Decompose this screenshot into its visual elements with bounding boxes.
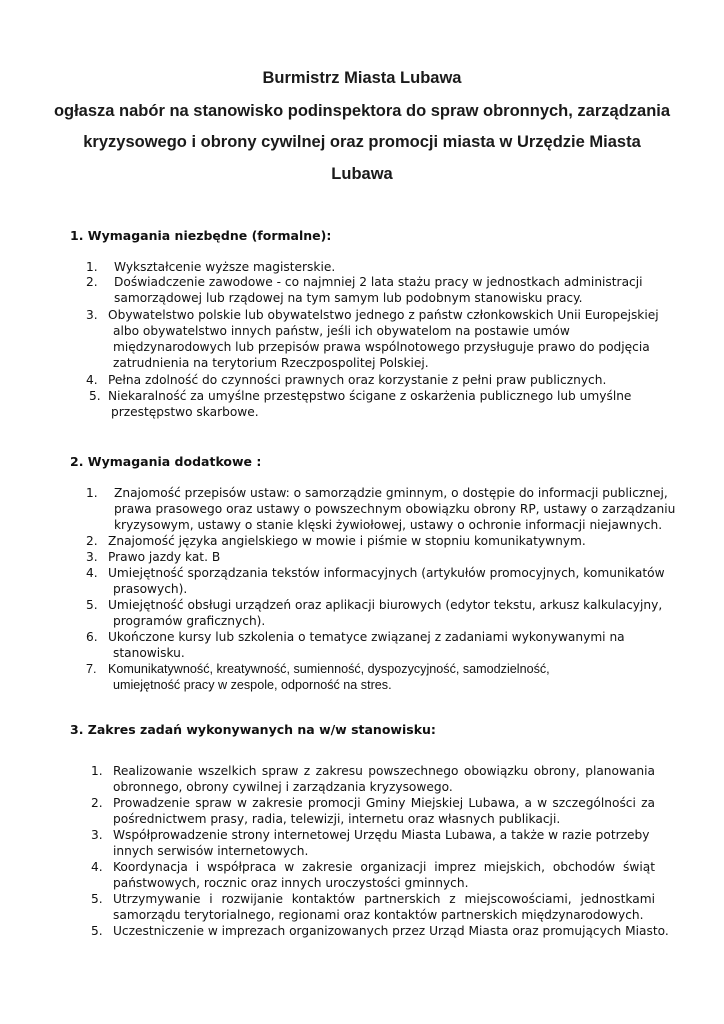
section-1-heading: 1. Wymagania niezbędne (formalne): [70,228,332,243]
list-item-text: Doświadczenie zawodowe - co najmniej 2 lata stażu pracy w jednostkach administracji [114,275,643,289]
list-item-number: 1. [91,764,103,778]
list-item-text: samorządowej lub rządowej na tym samym lub podobnym stanowisku pracy. [114,291,583,305]
list-item-text: Prowadzenie spraw w zakresie promocji Gminy Miejskiej Lubawa, a w szczególności za [113,796,655,810]
list-item-text: Wykształcenie wyższe magisterskie. [114,260,336,274]
list-item-text: stanowisku. [113,646,185,660]
list-item-text: umiejętność pracy w zespole, odporność na stres. [113,678,392,692]
list-item-text: państwowych, rocznic oraz innych uroczystości gminnych. [113,876,469,890]
list-item-number: 2. [91,796,103,810]
list-item-number: 4. [91,860,103,874]
title-line-1: Burmistrz Miasta Lubawa [262,69,462,87]
list-item-text: Obywatelstwo polskie lub obywatelstwo jednego z państw członkowskich Unii Europejskiej [108,308,659,322]
list-item-number: 1. [86,260,98,274]
list-item-text: Znajomość przepisów ustaw: o samorządzie gminnym, o dostępie do informacji publicznej, [114,486,668,500]
list-item-text: międzynarodowych lub przepisów prawa wspólnotowego przysługuje prawo do podjęcia [113,340,650,354]
list-item-number: 5. [91,892,103,906]
list-item-text: Niekaralność za umyślne przestępstwo ścigane z oskarżenia publicznego lub umyślne [108,389,632,403]
list-item-text: Ukończone kursy lub szkolenia o tematyce związanej z zadaniami wykonywanymi na [108,630,625,644]
title-line-3: kryzysowego i obrony cywilnej oraz promocji miasta w Urzędzie Miasta [83,133,641,151]
title-line-4: Lubawa [331,165,393,183]
list-item-number: 7. [86,662,97,676]
list-item-number: 3. [86,308,98,322]
list-item-text: zatrudnienia na terytorium Rzeczpospolitej Polskiej. [113,356,429,370]
list-item-text: Umiejętność sporządzania tekstów informacyjnych (artykułów promocyjnych, komunikatów [108,566,665,580]
section-3-heading: 3. Zakres zadań wykonywanych na w/w stanowisku: [70,722,436,737]
list-item-number: 5. [86,598,98,612]
list-item-number: 1. [86,486,98,500]
list-item-number: 5. [89,389,101,403]
list-item-number: 3. [91,828,103,842]
list-item-text: samorządu terytorialnego, regionami oraz kontaktów partnerskich międzynarodowych. [113,908,644,922]
list-item-text: pośrednictwem prasy, radia, telewizji, internetu oraz własnych publikacji. [113,812,561,826]
list-item-text: Komunikatywność, kreatywność, sumienność, dyspozycyjność, samodzielność, [108,662,550,676]
list-item-text: Umiejętność obsługi urządzeń oraz aplikacji biurowych (edytor tekstu, arkusz kalkulacyjny, [108,598,663,612]
list-item-number: 4. [86,566,98,580]
list-item-number: 5. [91,924,103,938]
list-item-number: 4. [86,373,98,387]
list-item-text: albo obywatelstwo innych państw, jeśli ich obywatelom na postawie umów [113,324,570,338]
title-line-2: ogłasza nabór na stanowisko podinspektora do spraw obronnych, zarządzania [53,102,671,120]
list-item-text: Współprowadzenie strony internetowej Urzędu Miasta Lubawa, a także w razie potrzeby [113,828,650,842]
list-item-number: 3. [86,550,98,564]
list-item-text: innych serwisów internetowych. [113,844,309,858]
list-item-text: Prawo jazdy kat. B [108,550,221,564]
list-item-number: 2. [86,534,98,548]
list-item-text: Pełna zdolność do czynności prawnych oraz korzystanie z pełni praw publicznych. [108,373,607,387]
list-item-text: prawa prasowego oraz ustawy o powszechnym obowiązku obrony RP, ustawy o zarządzaniu [114,502,676,516]
list-item-text: prasowych). [113,582,188,596]
list-item-text: Znajomość języka angielskiego w mowie i piśmie w stopniu komunikatywnym. [108,534,586,548]
list-item-number: 2. [86,275,98,289]
list-item-text: obronnego, obrony cywilnej i zarządzania kryzysowego. [113,780,453,794]
list-item-text: Koordynacja i współpraca w zakresie organizacji imprez miejskich, obchodów świąt [113,860,655,874]
section-2-heading: 2. Wymagania dodatkowe : [70,454,262,469]
list-item-text: Uczestniczenie w imprezach organizowanych przez Urząd Miasta oraz promujących Miasto. [113,924,669,938]
list-item-text: programów graficznych). [113,614,266,628]
list-item-text: Realizowanie wszelkich spraw z zakresu powszechnego obowiązku obrony, planowania [113,764,655,778]
list-item-number: 6. [86,630,98,644]
list-item-text: przestępstwo skarbowe. [111,405,259,419]
list-item-text: kryzysowym, ustawy o stanie klęski żywiołowej, ustawy o ochronie informacji niejawnych. [114,518,663,532]
list-item-text: Utrzymywanie i rozwijanie kontaktów partnerskich z miejscowościami, jednostkami [113,892,655,906]
